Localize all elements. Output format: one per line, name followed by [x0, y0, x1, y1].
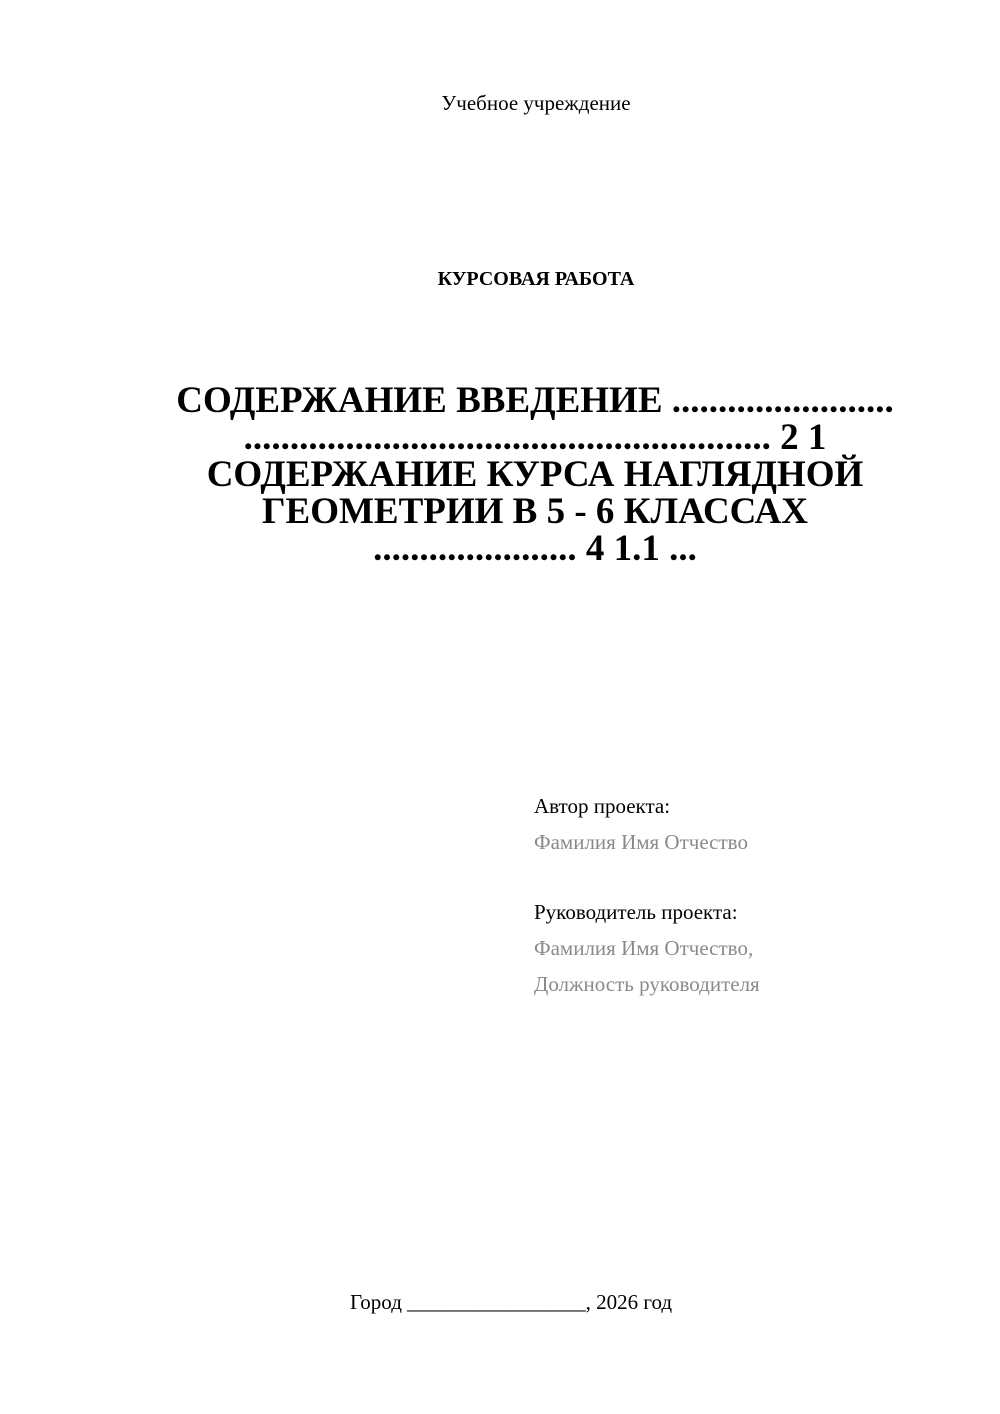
- author-label: Автор проекта:: [534, 794, 671, 818]
- author-name: Фамилия Имя Отчество: [534, 830, 748, 854]
- title-line: ......................................................... 2 1: [243, 417, 827, 458]
- city-year-footer: Город _________________, 2026 год: [350, 1290, 673, 1314]
- title-line: СОДЕРЖАНИЕ ВВЕДЕНИЕ ........................: [176, 380, 894, 421]
- supervisor-name: Фамилия Имя Отчество,: [534, 936, 754, 960]
- title-line: ...................... 4 1.1 ...: [373, 528, 697, 569]
- supervisor-label: Руководитель проекта:: [534, 900, 738, 924]
- work-type-heading: КУРСОВАЯ РАБОТА: [437, 268, 635, 290]
- supervisor-position: Должность руководителя: [534, 972, 760, 996]
- credits-block: [534, 788, 760, 1002]
- title-line: СОДЕРЖАНИЕ КУРСА НАГЛЯДНОЙ: [206, 454, 864, 495]
- credits-spacer: [534, 860, 760, 894]
- institution-name: Учебное учреждение: [441, 91, 631, 115]
- title-line: ГЕОМЕТРИИ В 5 - 6 КЛАССАХ: [261, 491, 808, 532]
- document-title: [140, 382, 930, 567]
